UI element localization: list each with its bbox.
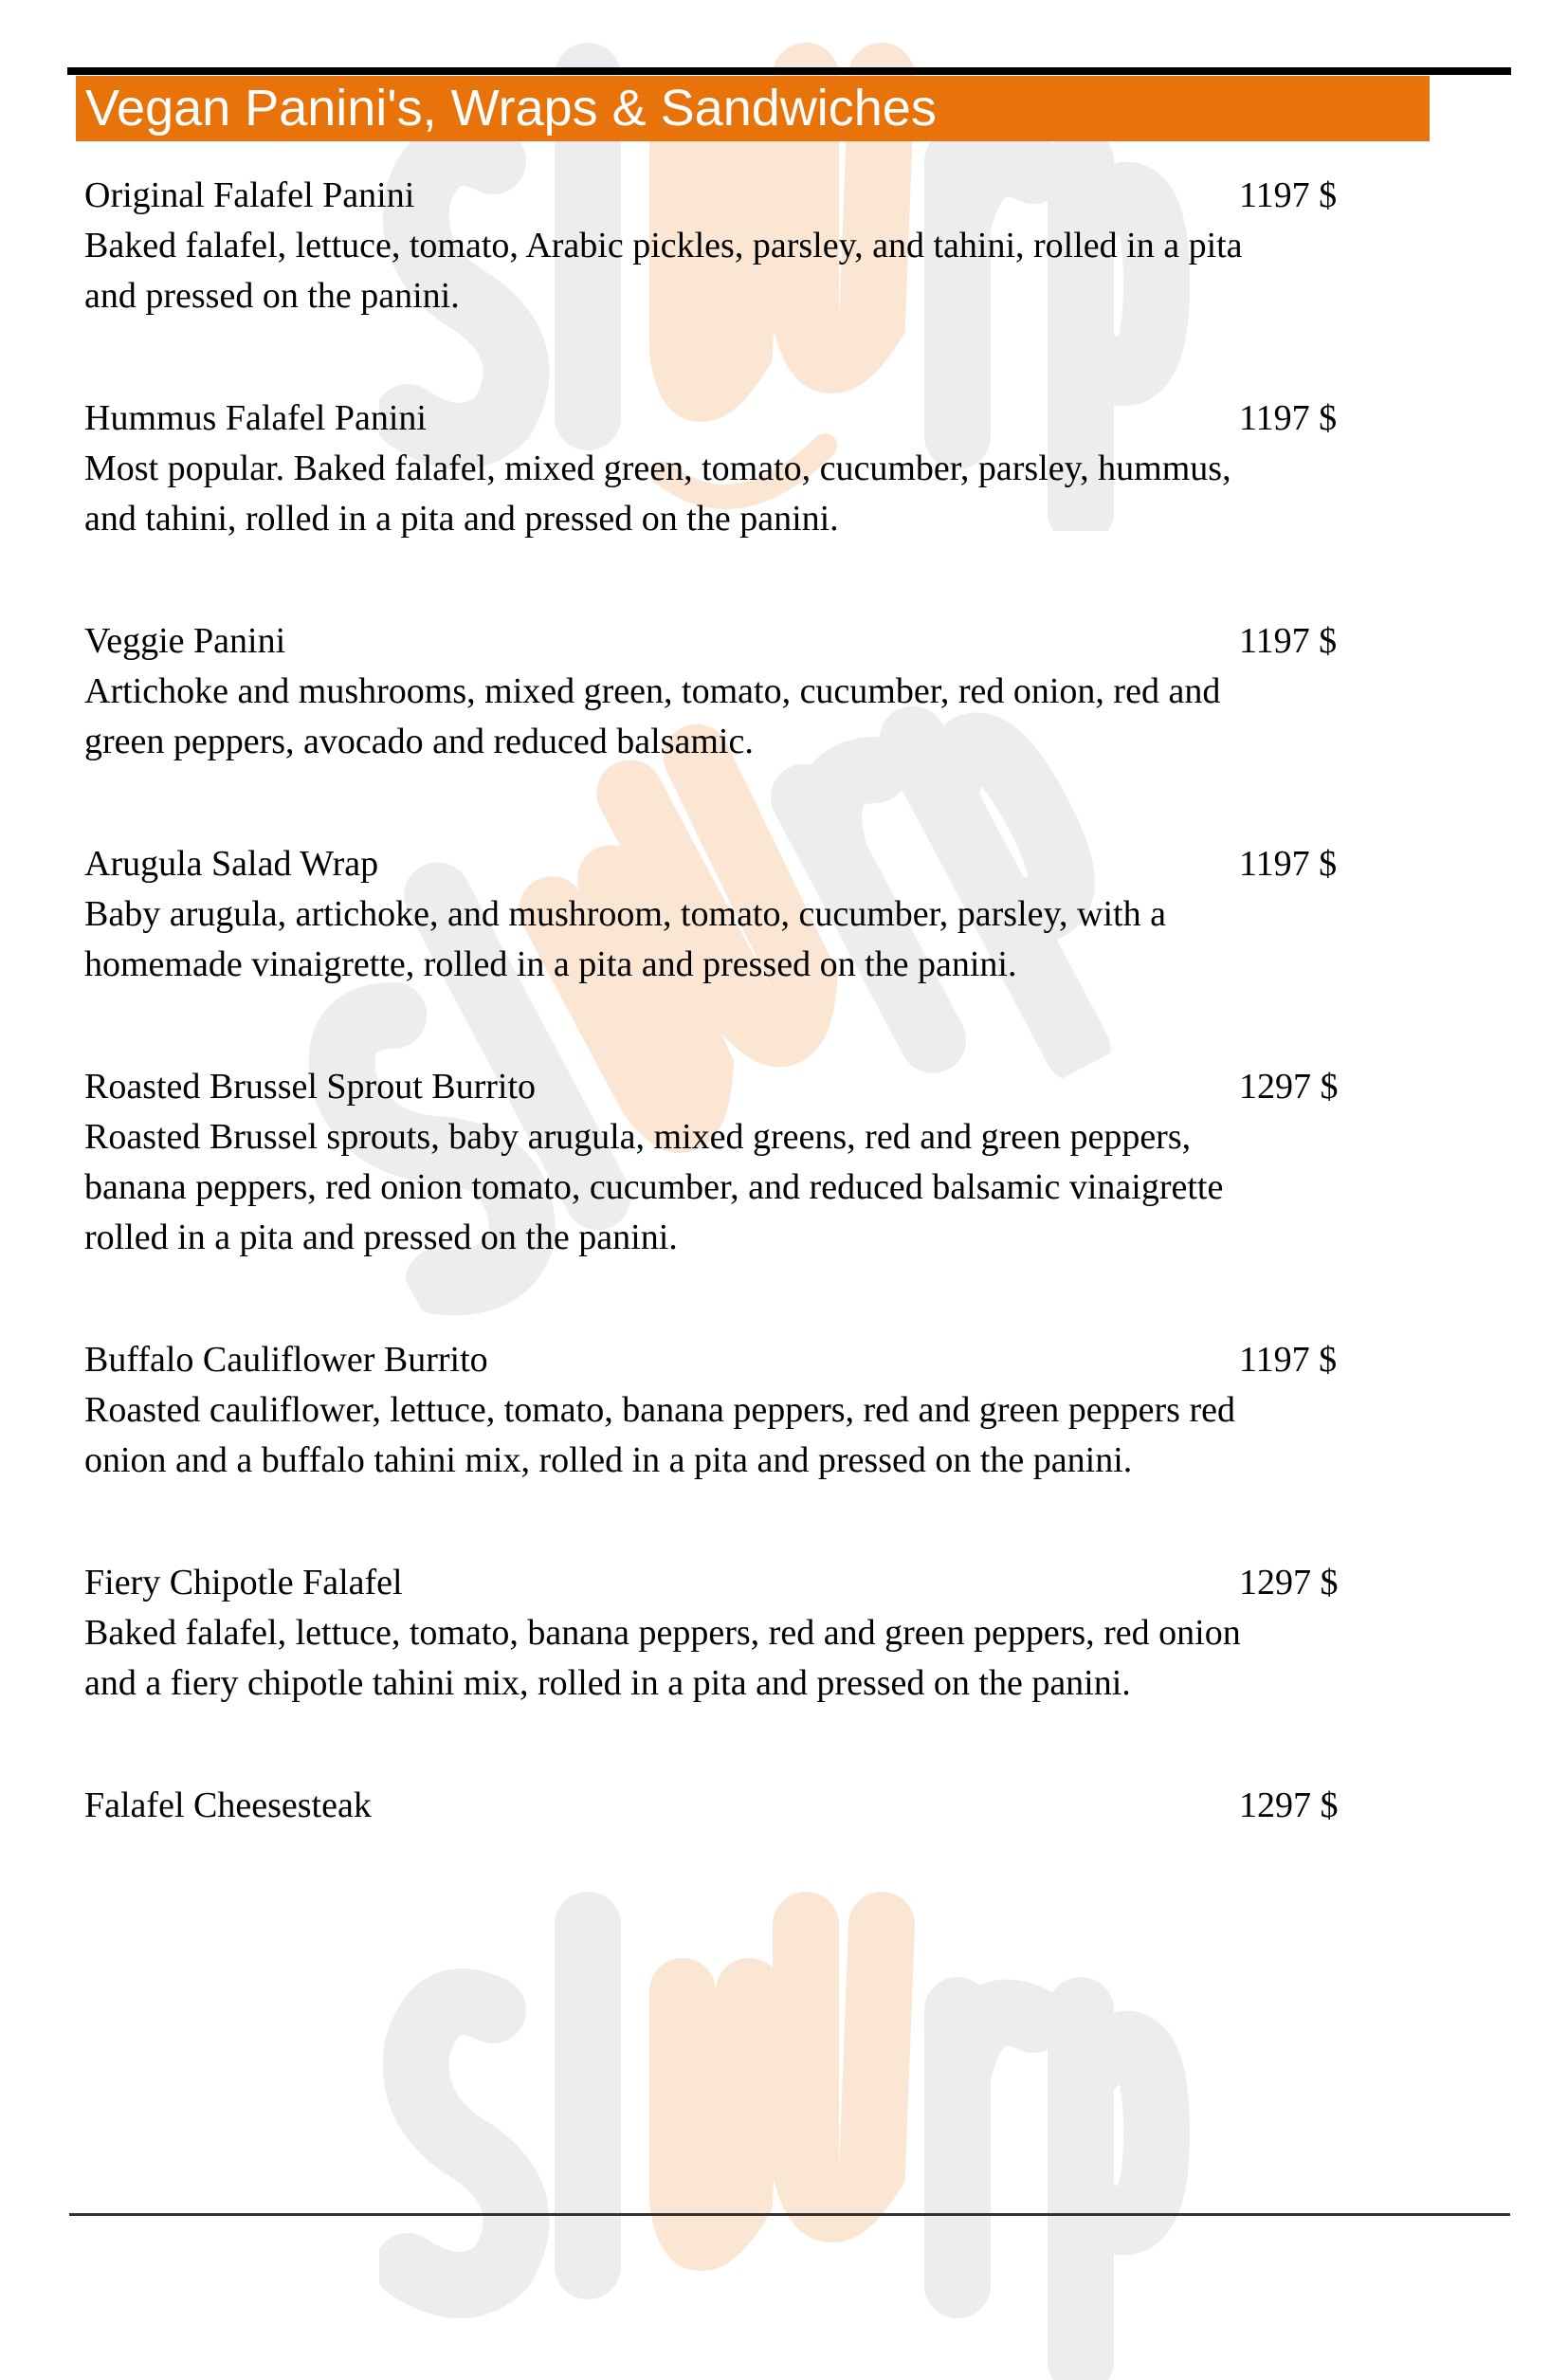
- menu-item: [84, 1558, 1487, 1709]
- section-title: Vegan Panini's, Wraps & Sandwiches: [85, 80, 937, 137]
- item-description: Roasted Brussel sprouts, baby arugula, mixed greens, red and green peppers, banana peppers, red onion tomato, cucumber, and reduced balsamic vinaigrette rolled in a pita and pressed on the panini.: [84, 1117, 1224, 1257]
- item-price: 1197 $: [1239, 844, 1338, 884]
- menu-item: [84, 1062, 1487, 1263]
- item-price: 1297 $: [1239, 1067, 1339, 1107]
- item-name: Fiery Chipotle Falafel: [84, 1563, 403, 1602]
- item-name: Veggie Panini: [84, 621, 286, 661]
- menu-item: [84, 394, 1487, 544]
- item-name: Arugula Salad Wrap: [84, 844, 379, 884]
- item-name: Original Falafel Panini: [84, 175, 415, 215]
- item-price: 1297 $: [1239, 1563, 1339, 1602]
- item-description: Roasted cauliflower, lettuce, tomato, banana peppers, red and green peppers red onion and a buffalo tahini mix, rolled in a pita and pressed on the panini.: [84, 1390, 1235, 1480]
- item-price: 1197 $: [1239, 621, 1338, 661]
- top-rule: [67, 67, 1511, 75]
- item-name: Falafel Cheesesteak: [84, 1785, 372, 1825]
- item-price: 1197 $: [1239, 1340, 1338, 1380]
- menu-item: [84, 1781, 1487, 1831]
- item-description: Most popular. Baked falafel, mixed green, tomato, cucumber, parsley, hummus, and tahini, rolled in a pita and pressed on the panini.: [84, 449, 1231, 539]
- menu-item: [84, 616, 1487, 767]
- item-price: 1197 $: [1239, 175, 1338, 215]
- item-name: Buffalo Cauliflower Burrito: [84, 1340, 488, 1380]
- menu-item: [84, 839, 1487, 990]
- item-description: Baby arugula, artichoke, and mushroom, tomato, cucumber, parsley, with a homemade vinaigrette, rolled in a pita and pressed on the panini.: [84, 894, 1166, 984]
- menu-item: [84, 1335, 1487, 1486]
- item-price: 1197 $: [1239, 398, 1338, 438]
- item-price: 1297 $: [1239, 1785, 1339, 1825]
- item-name: Hummus Falafel Panini: [84, 398, 427, 438]
- bottom-rule: [69, 2213, 1510, 2216]
- item-name: Roasted Brussel Sprout Burrito: [84, 1067, 537, 1107]
- section-header: [76, 76, 1430, 141]
- item-description: Artichoke and mushrooms, mixed green, tomato, cucumber, red onion, red and green peppers, avocado and reduced balsamic.: [84, 671, 1221, 761]
- menu-list: [84, 171, 1487, 1903]
- menu-item: [84, 171, 1487, 321]
- item-description: Baked falafel, lettuce, tomato, banana peppers, red and green peppers, red onion and a fiery chipotle tahini mix, rolled in a pita and pressed on the panini.: [84, 1613, 1241, 1703]
- item-description: Baked falafel, lettuce, tomato, Arabic pickles, parsley, and tahini, rolled in a pita and pressed on the panini.: [84, 226, 1243, 316]
- watermark-logo: [379, 1887, 1194, 2380]
